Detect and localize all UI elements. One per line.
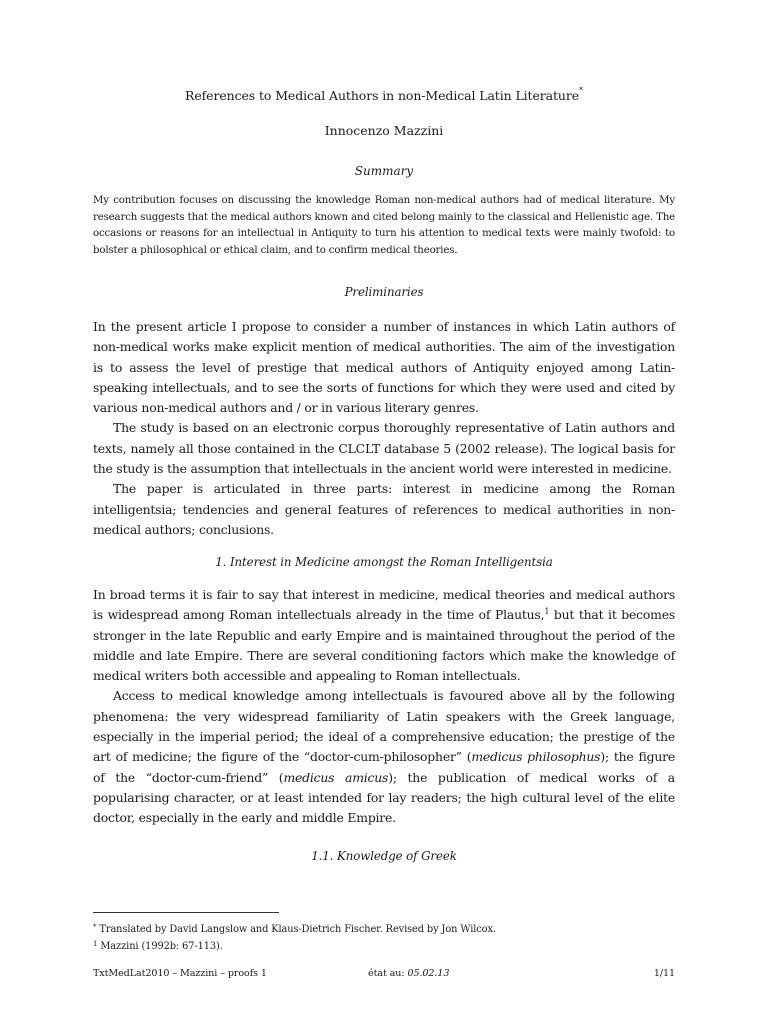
footer-date-label: état au: <box>368 968 408 979</box>
article-title-text: References to Medical Authors in non-Medical Latin Literature <box>185 88 580 103</box>
page-number: 1/11 <box>653 968 675 979</box>
footnote-mark: * <box>93 923 97 931</box>
paragraph <box>93 585 675 686</box>
paragraph-text: but that it becomes stronger in the late Republic and early Empire and is maintained throughout the period of the middle and late Empire. There are several conditioning factors which make the knowledge of medical writers both accessible and appealing to Roman intellectuals. <box>93 607 675 684</box>
paragraph <box>93 686 675 828</box>
paragraph: The study is based on an electronic corpus thoroughly representative of Latin authors and texts, namely all those contained in the CLCLT database 5 (2002 release). The logical basis for the study is the assumption that intellectuals in the ancient world were interested in medicine. <box>93 420 675 477</box>
summary-text: My contribution focuses on discussing the knowledge Roman non-medical authors had of medical literature. My research suggests that the medical authors known and cited belong mainly to the classical and Hellenistic age. The occasions or reasons for an intellectual in Antiquity to turn his attention to medical texts were mainly twofold: to bolster a philosophical or ethical claim, and to confirm medical theories. <box>93 195 675 256</box>
section-1-body <box>93 585 675 829</box>
footnote-divider <box>93 912 279 913</box>
paragraph-text: ); the publication of medical works of a popularising character, or at least intended for lay readers; the high cultural level of the elite doctor, especially in the early and middle Empire. <box>93 769 675 826</box>
footer-date <box>368 968 449 979</box>
paragraph-text: ); the figure of the “doctor-cum-friend” ( <box>93 749 675 785</box>
footer-date-value: 05.02.13 <box>407 968 450 979</box>
footnotes <box>93 921 675 955</box>
paragraph-text: In broad terms it is fair to say that interest in medicine, medical theories and medical authors is widespread among Roman intellectuals already in the time of Plautus, <box>93 587 675 623</box>
preliminaries-heading: Preliminaries <box>344 285 424 299</box>
footnote <box>93 938 675 955</box>
latin-term: medicus amicus <box>283 769 389 785</box>
footer-left: TxtMedLat2010 – Mazzini – proofs 1 <box>93 968 267 979</box>
section-1-heading: 1. Interest in Medicine amongst the Roman Intelligentsia <box>215 555 553 569</box>
footnote-text: Mazzini (1992b: 67-113). <box>100 941 223 952</box>
title-footnote-mark: * <box>579 86 583 95</box>
summary-heading: Summary <box>354 164 414 178</box>
footnote-ref[interactable]: 1 <box>544 607 550 617</box>
footnote-text: Translated by David Langslow and Klaus-Dietrich Fischer. Revised by Jon Wilcox. <box>99 924 496 935</box>
author-name: Innocenzo Mazzini <box>324 123 444 138</box>
paragraph-text: Access to medical knowledge among intellectuals is favoured above all by the following phenomena: the very widespread familiarity of Latin speakers with the Greek language, especially in the imperial period; the ideal of a comprehensive education; the prestige of the art of medicine; the figure of the “doctor-cum-philosopher” ( <box>93 688 675 765</box>
page-footer <box>93 968 675 982</box>
paragraph: The paper is articulated in three parts: interest in medicine among the Roman intelligentsia; tendencies and general features of references to medical authorities in non-medical authors; conclusions. <box>93 481 675 537</box>
preliminaries-body <box>93 317 675 540</box>
footnote <box>93 921 675 938</box>
article-title <box>0 88 768 103</box>
section-1-1-heading: 1.1. Knowledge of Greek <box>311 849 457 863</box>
footnote-mark: 1 <box>93 940 98 948</box>
latin-term: medicus philosophus <box>471 749 601 765</box>
paragraph: In the present article I propose to consider a number of instances in which Latin authors of non-medical works make explicit mention of medical authorities. The aim of the investigation is to assess the level of prestige that medical authors of Antiquity enjoyed among Latin-speaking intellectuals, and to see the sorts of functions for which they were used and cited by various non-medical authors and / or in various literary genres. <box>93 319 675 416</box>
